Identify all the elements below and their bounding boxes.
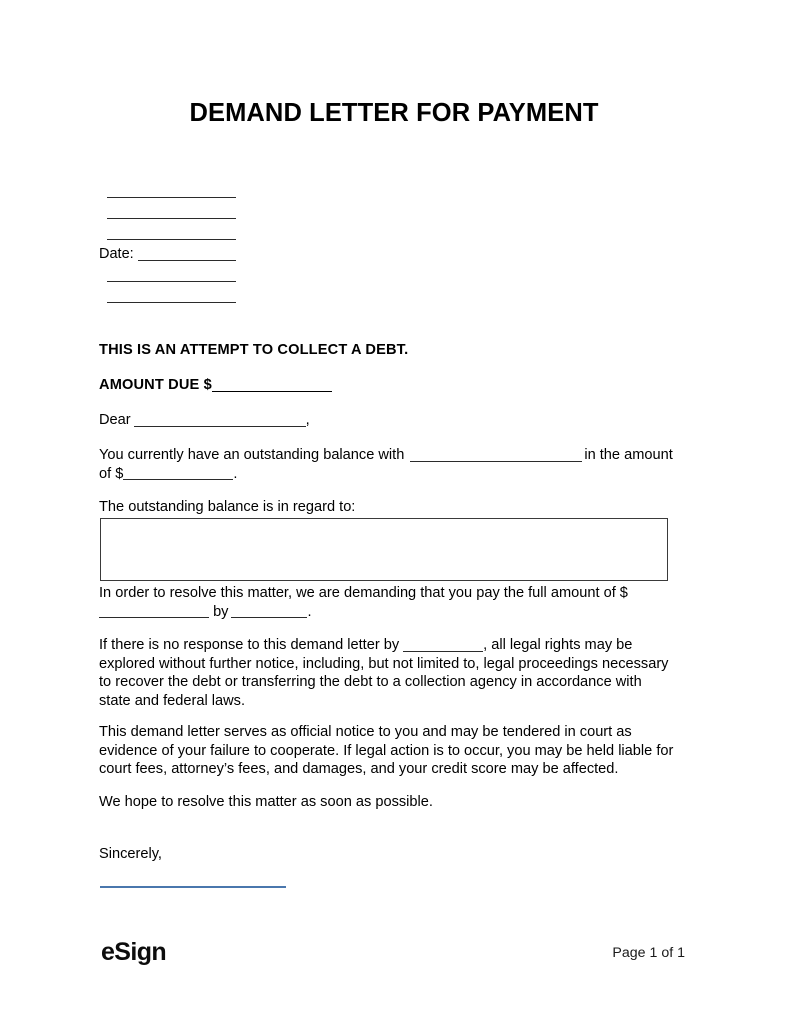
creditor-name-field[interactable] [410, 449, 582, 462]
resolve-paragraph [99, 584, 674, 621]
date-label: Date: [99, 246, 134, 262]
page-indicator: Page 1 of 1 [612, 945, 685, 961]
address-line-1 [99, 181, 519, 202]
response-deadline-field[interactable] [403, 639, 483, 652]
hope-paragraph: We hope to resolve this matter as soon as possible. [99, 794, 433, 810]
balance-text-part-3: . [233, 465, 238, 482]
address-line-3-field[interactable] [107, 227, 236, 240]
resolve-text-part-3: . [307, 603, 312, 620]
no-response-paragraph [99, 636, 674, 710]
balance-description-box[interactable] [100, 518, 668, 581]
outstanding-balance-paragraph [99, 446, 674, 483]
no-response-text-part-2: , all legal rights may be explored without further notice, including, but not limited to, legal proceedings necessary to recover the debt or transferring the debt to a collection agency in accordance with state and federal laws. [99, 637, 669, 709]
regard-label: The outstanding balance is in regard to: [99, 499, 356, 515]
balance-text-part-1: You currently have an outstanding balance with [99, 447, 405, 463]
balance-text-part-2: in the amount of $ [99, 447, 673, 482]
address-line-3 [99, 223, 519, 244]
recipient-name-field[interactable] [134, 414, 306, 427]
salutation-comma: , [305, 412, 310, 428]
page-title: DEMAND LETTER FOR PAYMENT [189, 99, 599, 127]
closing-line: Sincerely, [99, 846, 162, 862]
balance-amount-field[interactable] [123, 467, 233, 480]
resolve-text-part-1: In order to resolve this matter, we are demanding that you pay the full amount of $ [99, 585, 628, 601]
amount-due-field[interactable] [212, 378, 332, 392]
demand-amount-field[interactable] [99, 605, 209, 618]
date-row [99, 244, 519, 265]
address-line-2 [99, 202, 519, 223]
salutation-label: Dear [99, 412, 131, 428]
signature-line[interactable] [100, 886, 286, 888]
address-line-2-field[interactable] [107, 206, 236, 219]
debt-collection-notice: THIS IS AN ATTEMPT TO COLLECT A DEBT. [99, 342, 409, 358]
address-line-5 [99, 286, 519, 307]
demand-due-date-field[interactable] [231, 605, 307, 618]
address-line-1-field[interactable] [107, 185, 236, 198]
address-line-4-field[interactable] [107, 269, 236, 282]
date-field[interactable] [138, 248, 236, 261]
resolve-text-part-2: by [213, 603, 229, 620]
esign-logo: eSign [101, 938, 167, 966]
no-response-text-part-1: If there is no response to this demand letter by [99, 637, 400, 653]
salutation-row [99, 411, 674, 430]
official-notice-paragraph: This demand letter serves as official notice to you and may be tendered in court as evidence of your failure to cooperate. If legal action is to occur, you may be held liable for court fees, attorney’s fees, and damages, and your credit score may be affected. [99, 724, 674, 778]
address-date-block [99, 181, 519, 307]
address-line-4 [99, 265, 519, 286]
address-line-5-field[interactable] [107, 290, 236, 303]
amount-due-label: AMOUNT DUE $ [99, 377, 212, 393]
amount-due-row [99, 377, 332, 393]
